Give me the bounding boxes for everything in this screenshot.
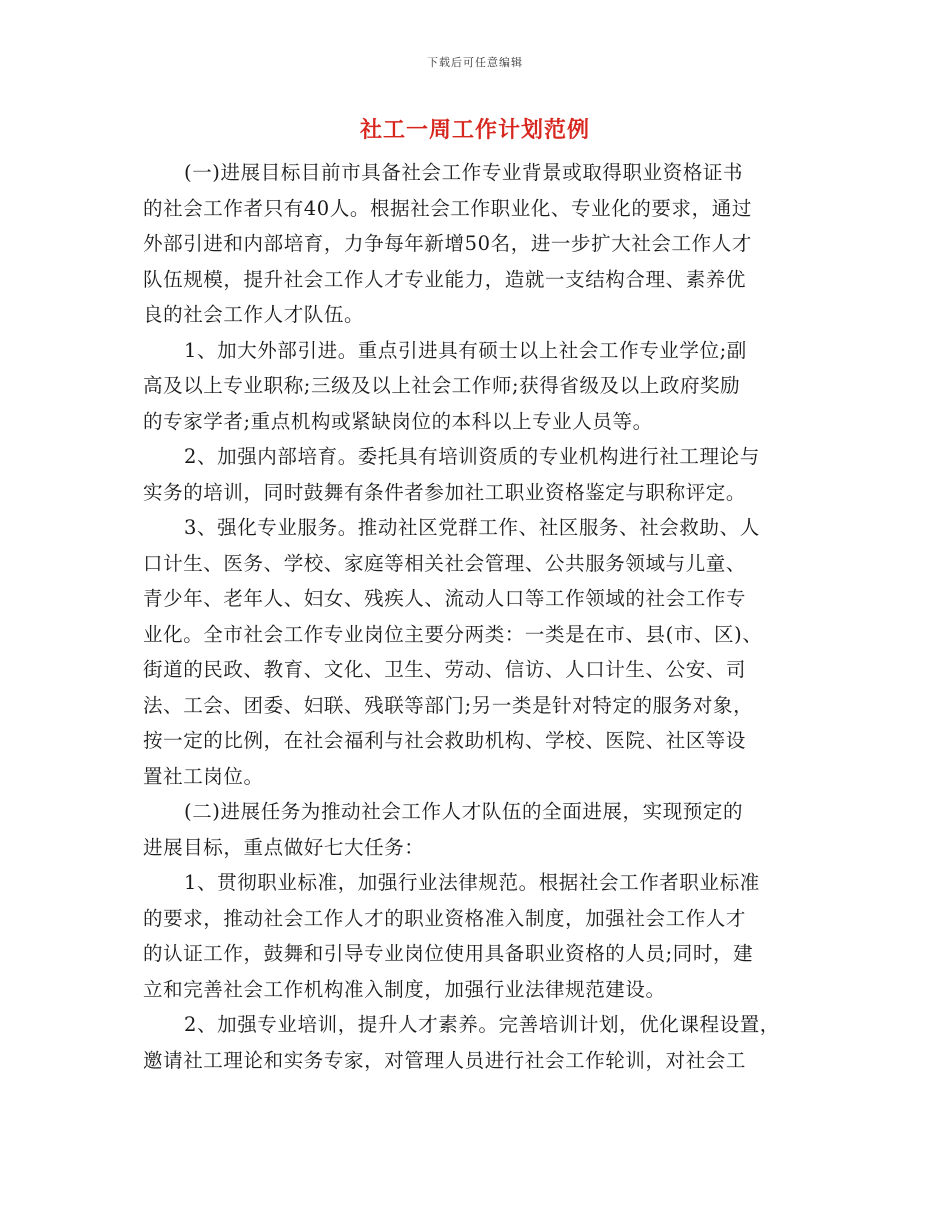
paragraph-task-standards: 1、贯彻职业标准，加强行业法律规范。根据社会工作者职业标准 的要求，推动社会工作人才的职业资格准入制度，加强社会工作人才 的认证工作，鼓舞和引导专业岗位使用具备职业资格的人员;同时，建 立和完善社会工作机构准入制度，加强行业法律规范建设。 [143, 871, 760, 1001]
paragraph-goal: (一)进展目标目前市具备社会工作专业背景或取得职业资格证书 的社会工作者只有40人。根据社会工作职业化、专业化的要求，通过 外部引进和内部培育，力争每年新增50名，进一步扩大社会工作人才 队伍规模，提升社会工作人才专业能力，造就一支结构合理、素养优 良的社会工作人才队伍。 [143, 161, 752, 326]
paragraph-task-training: 2、加强专业培训，提升人才素养。完善培训计划，优化课程设置， 邀请社工理论和实务专家，对管理人员进行社会工作轮训，对社会工 [143, 1013, 780, 1072]
paragraph-external-recruitment: 1、加大外部引进。重点引进具有硕士以上社会工作专业学位;副 高及以上专业职称;三级及以上社会工作师;获得省级及以上政府奖励 的专家学者;重点机构或紧缺岗位的本科以上专业人员等。 [143, 338, 747, 433]
paragraph-tasks: (二)进展任务为推动社会工作人才队伍的全面进展，实现预定的 进展目标，重点做好七大任务： [143, 800, 744, 859]
paragraph-internal-training: 2、加强内部培育。委托具有培训资质的专业机构进行社工理论与 实务的培训，同时鼓舞有条件者参加社工职业资格鉴定与职称评定。 [143, 445, 760, 504]
document-title: 社工一周工作计划范例 [359, 117, 590, 143]
paragraph-professional-services: 3、强化专业服务。推动社区党群工作、社区服务、社会救助、人 口计生、医务、学校、家庭等相关社会管理、公共服务领域与儿童、 青少年、老年人、妇女、残疾人、流动人口等工作领域的社会工作专 业化。全市社会工作专业岗位主要分两类：一类是在市、县(市、区)、 街道的民政、教育、文化、卫生、劳动、信访、人口计生、公安、司 法、工会、团委、妇联、残联等部门;另一类是针对特定的服务对象， 按一定的比例，在社会福利与社会救助机构、学校、医院、社区等设 置社工岗位。 [143, 516, 763, 788]
document-body [143, 155, 823, 1078]
header-note: 下载后可任意编辑 [427, 56, 523, 69]
